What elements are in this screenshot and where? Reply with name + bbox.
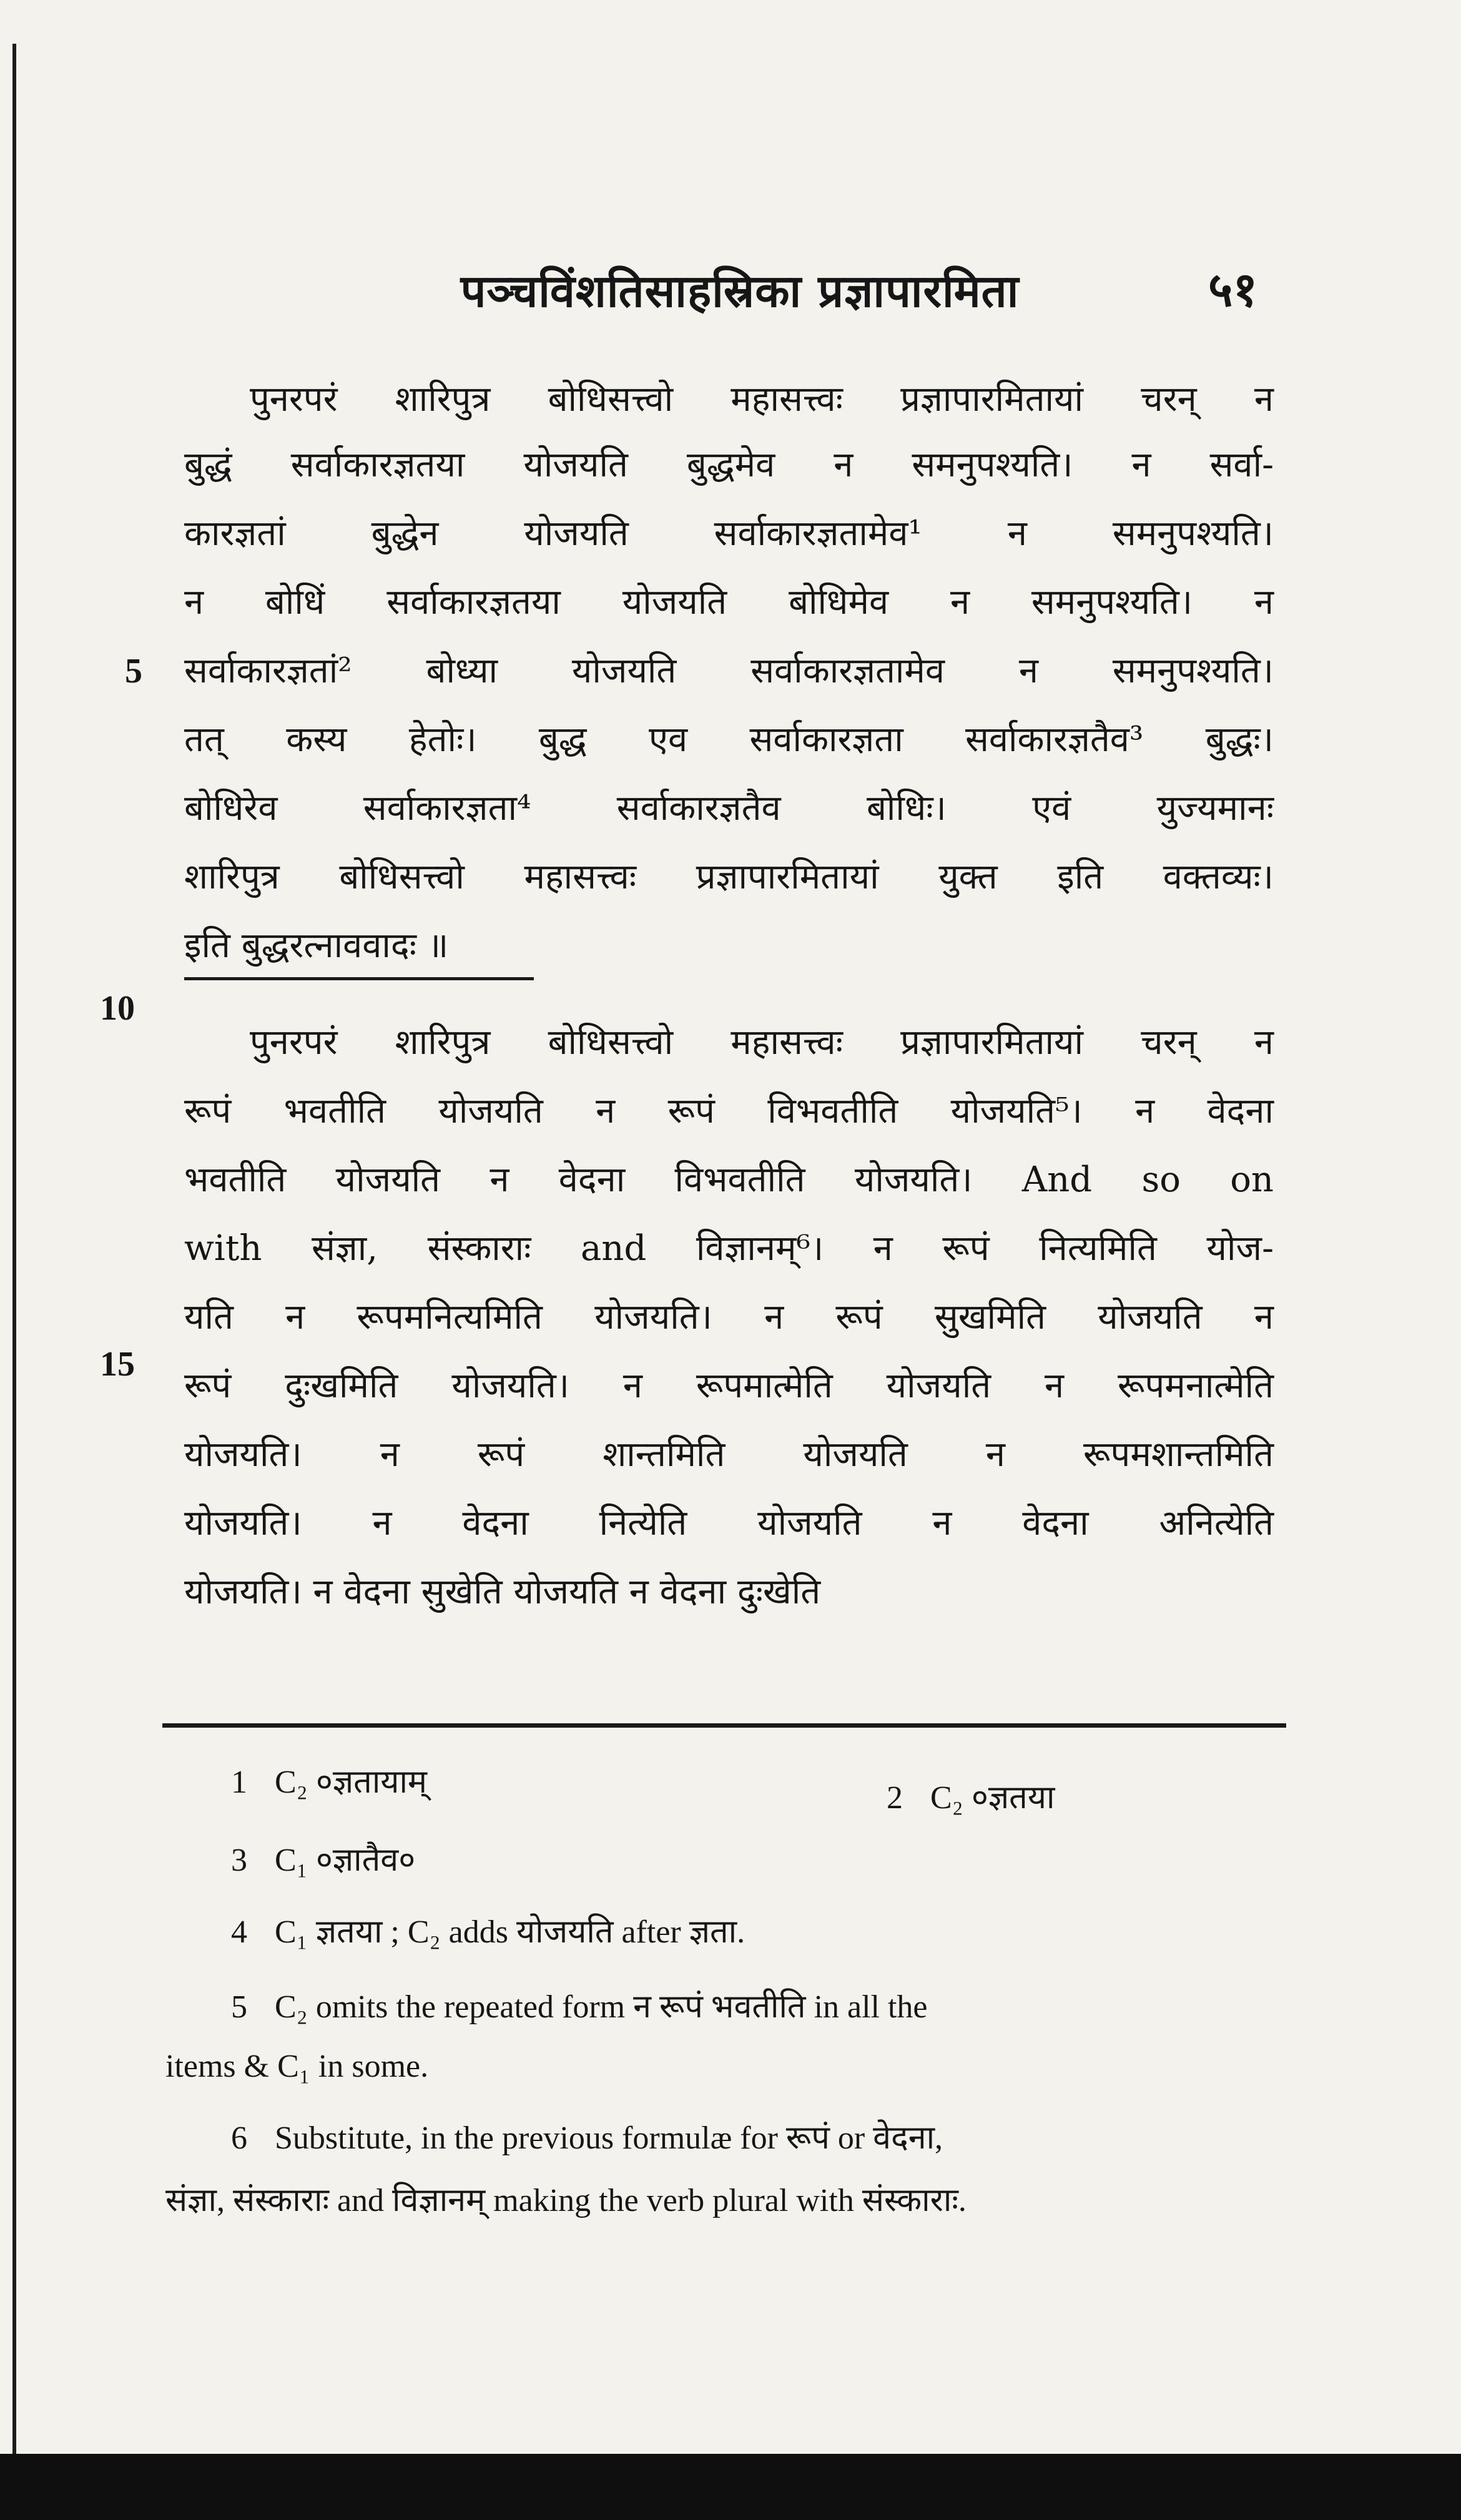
line-number: 15 — [100, 1345, 135, 1384]
footnote-number: 6 — [231, 2120, 247, 2156]
footnote-text: C₁ ०ज्ञातैव० — [275, 1843, 416, 1878]
section-end-underline — [184, 977, 534, 980]
footnote-number: 3 — [231, 1843, 247, 1878]
scan-bottom-edge — [0, 2454, 1461, 2520]
footnote-text: C₁ ज्ञतया ; C₂ adds योजयति after ज्ञता. — [275, 1914, 745, 1950]
footnote-3 — [231, 1833, 415, 1889]
text-line: कारज्ञतां बुद्धेन योजयति सर्वाकारज्ञतामेव¹ न समनुपश्यति। — [184, 513, 1274, 554]
text-line: बोधिरेव सर्वाकारज्ञता⁴ सर्वाकारज्ञतैव बोधिः। एवं युज्यमानः — [184, 788, 1274, 829]
footnote-separator — [162, 1723, 1286, 1728]
text-line: पुनरपरं शारिपुत्र बोधिसत्त्वो महासत्त्वः प्रज्ञापारमितायां चरन् न — [250, 1022, 1274, 1063]
footnote-text: items & C₁ in some. — [165, 2049, 429, 2084]
section-end-phrase: इति बुद्धरत्नाववादः ॥ — [184, 925, 449, 966]
text-line: सर्वाकारज्ञतां² बोध्या योजयति सर्वाकारज्ञतामेव न समनुपश्यति। — [184, 651, 1274, 691]
page-number: ५१ — [1208, 262, 1258, 317]
footnote-4 — [231, 1904, 745, 1961]
footnote-number: 5 — [231, 1989, 247, 2025]
footnote-6-continued — [165, 2173, 967, 2229]
footnote-2 — [887, 1770, 1055, 1826]
footnote-number: 4 — [231, 1914, 247, 1950]
page-left-edge — [12, 44, 16, 2479]
line-number: 5 — [125, 652, 142, 691]
footnote-text: C₂ ०ज्ञतायाम् — [275, 1764, 428, 1800]
text-line: रूपं दुःखमिति योजयति। न रूपमात्मेति योजयति न रूपमनात्मेति — [184, 1366, 1274, 1406]
text-line: तत् कस्य हेतोः। बुद्ध एव सर्वाकारज्ञता सर्वाकारज्ञतैव³ बुद्धः। — [184, 719, 1274, 760]
footnote-number: 2 — [887, 1780, 903, 1816]
text-line: योजयति। न वेदना सुखेति योजयति न वेदना दुःखेति — [184, 1572, 821, 1612]
text-line: बुद्धं सर्वाकारज्ञतया योजयति बुद्धमेव न समनुपश्यति। न सर्वा- — [184, 445, 1274, 485]
footnote-text: C₂ ०ज्ञतया — [930, 1780, 1055, 1816]
footnote-text: Substitute, in the previous formulæ for रूपं or वेदना, — [275, 2120, 943, 2156]
text-line: भवतीति योजयति न वेदना विभवतीति योजयति। And so on — [184, 1159, 1274, 1200]
footnote-5-continued — [165, 2039, 428, 2095]
text-line: योजयति। न वेदना नित्येति योजयति न वेदना अनित्येति — [184, 1503, 1274, 1543]
text-line: पुनरपरं शारिपुत्र बोधिसत्त्वो महासत्त्वः प्रज्ञापारमितायां चरन् न — [250, 379, 1274, 420]
footnote-number: 1 — [231, 1764, 247, 1800]
line-number: 10 — [100, 989, 135, 1028]
footnote-1 — [231, 1755, 427, 1811]
footnote-text: संज्ञा, संस्काराः and विज्ञानम् making the verb plural with संस्काराः. — [165, 2183, 967, 2218]
text-line: शारिपुत्र बोधिसत्त्वो महासत्त्वः प्रज्ञापारमितायां युक्त इति वक्तव्यः। — [184, 857, 1274, 897]
footnote-6 — [231, 2110, 943, 2167]
text-line: with संज्ञा, संस्काराः and विज्ञानम्⁶। न रूपं नित्यमिति योज- — [184, 1228, 1274, 1269]
text-line: यति न रूपमनित्यमिति योजयति। न रूपं सुखमिति योजयति न — [184, 1297, 1274, 1337]
text-line: न बोधिं सर्वाकारज्ञतया योजयति बोधिमेव न समनुपश्यति। न — [184, 582, 1274, 623]
text-line: रूपं भवतीति योजयति न रूपं विभवतीति योजयति⁵। न वेदना — [184, 1091, 1274, 1131]
footnote-text: C₂ omits the repeated form न रूपं भवतीति in all the — [275, 1989, 928, 2025]
text-line: योजयति। न रूपं शान्तमिति योजयति न रूपमशान्तमिति — [184, 1434, 1274, 1475]
page-title: पञ्चविंशतिसाहस्रिका प्रज्ञापारमिता — [460, 264, 1020, 317]
footnote-5 — [231, 1979, 928, 2035]
